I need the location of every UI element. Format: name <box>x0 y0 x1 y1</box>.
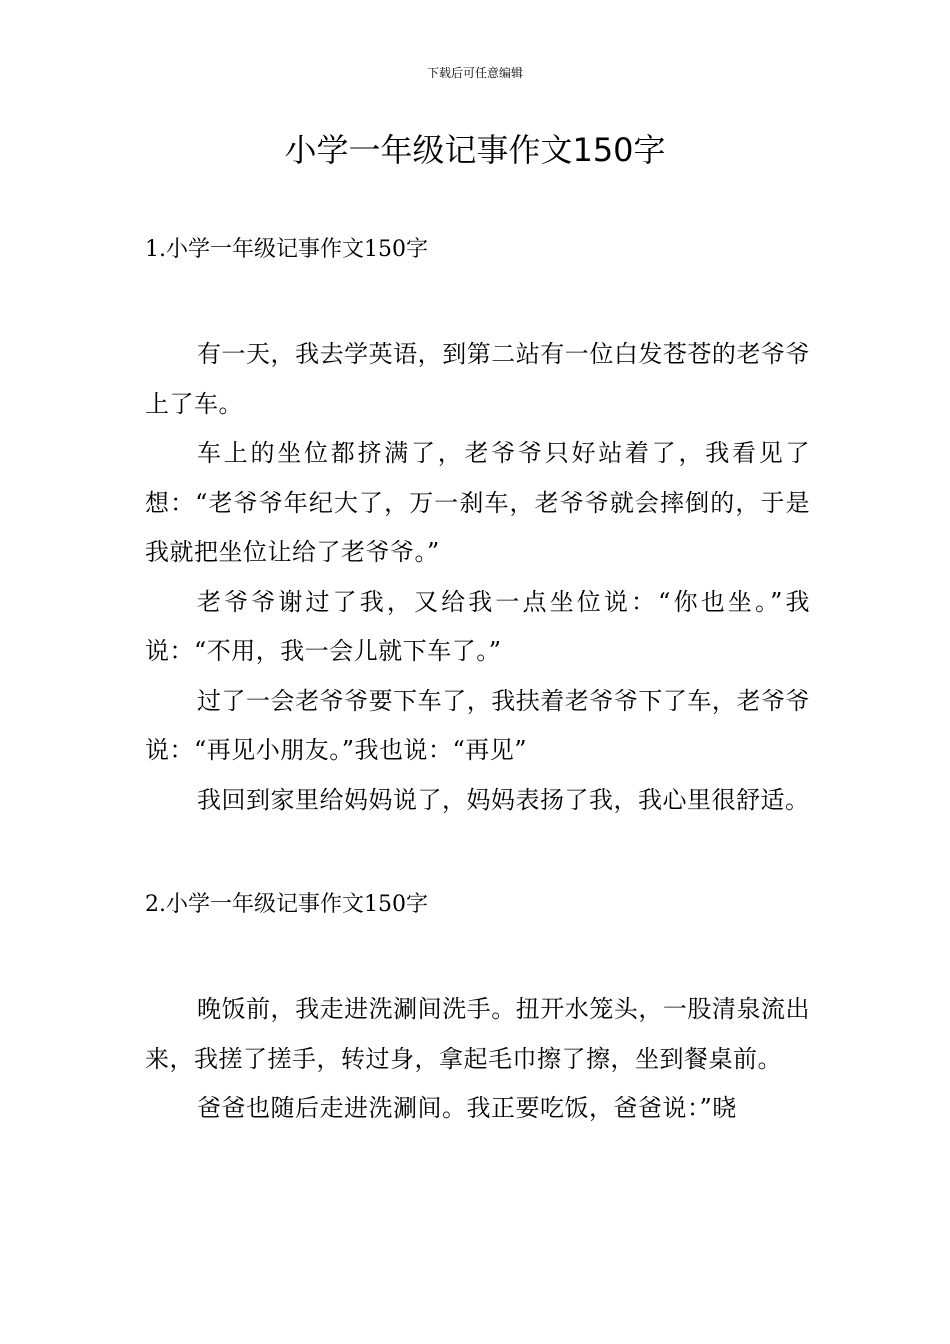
section-2-paragraph-1: 晚饭前，我走进洗涮间洗手。扭开水笼头，一股清泉流出来，我搓了搓手，转过身，拿起毛巾擦了擦，坐到餐桌前。 <box>145 995 810 1073</box>
section-2 <box>145 885 810 1134</box>
section-1-paragraph-4: 过了一会老爷爷要下车了，我扶着老爷爷下了车，老爷爷说：“再见小朋友。”我也说：“再见” <box>145 686 810 764</box>
section-1-heading: 1.小学一年级记事作文150字 <box>145 237 428 262</box>
section-1-paragraph-5: 我回到家里给妈妈说了，妈妈表扬了我，我心里很舒适。 <box>197 785 810 814</box>
section-1-paragraph-2: 车上的坐位都挤满了，老爷爷只好站着了，我看见了想：“老爷爷年纪大了，万一刹车，老爷爷就会摔倒的，于是我就把坐位让给了老爷爷。” <box>145 439 810 566</box>
section-2-paragraph-2: 爸爸也随后走进洗涮间。我正要吃饭，爸爸说：”晓 <box>197 1094 737 1122</box>
header-note: 下载后可任意编辑 <box>426 66 523 80</box>
section-1-paragraph-1: 有一天，我去学英语，到第二站有一位白发苍苍的老爷爷上了车。 <box>145 340 810 418</box>
document-title: 小学一年级记事作文150字 <box>284 131 666 169</box>
section-2-heading: 2.小学一年级记事作文150字 <box>145 892 428 917</box>
document-body <box>145 230 810 1134</box>
section-1 <box>145 230 810 825</box>
section-1-paragraph-3: 老爷爷谢过了我，又给我一点坐位说：“你也坐。”我说：“不用，我一会儿就下车了。” <box>145 587 810 665</box>
